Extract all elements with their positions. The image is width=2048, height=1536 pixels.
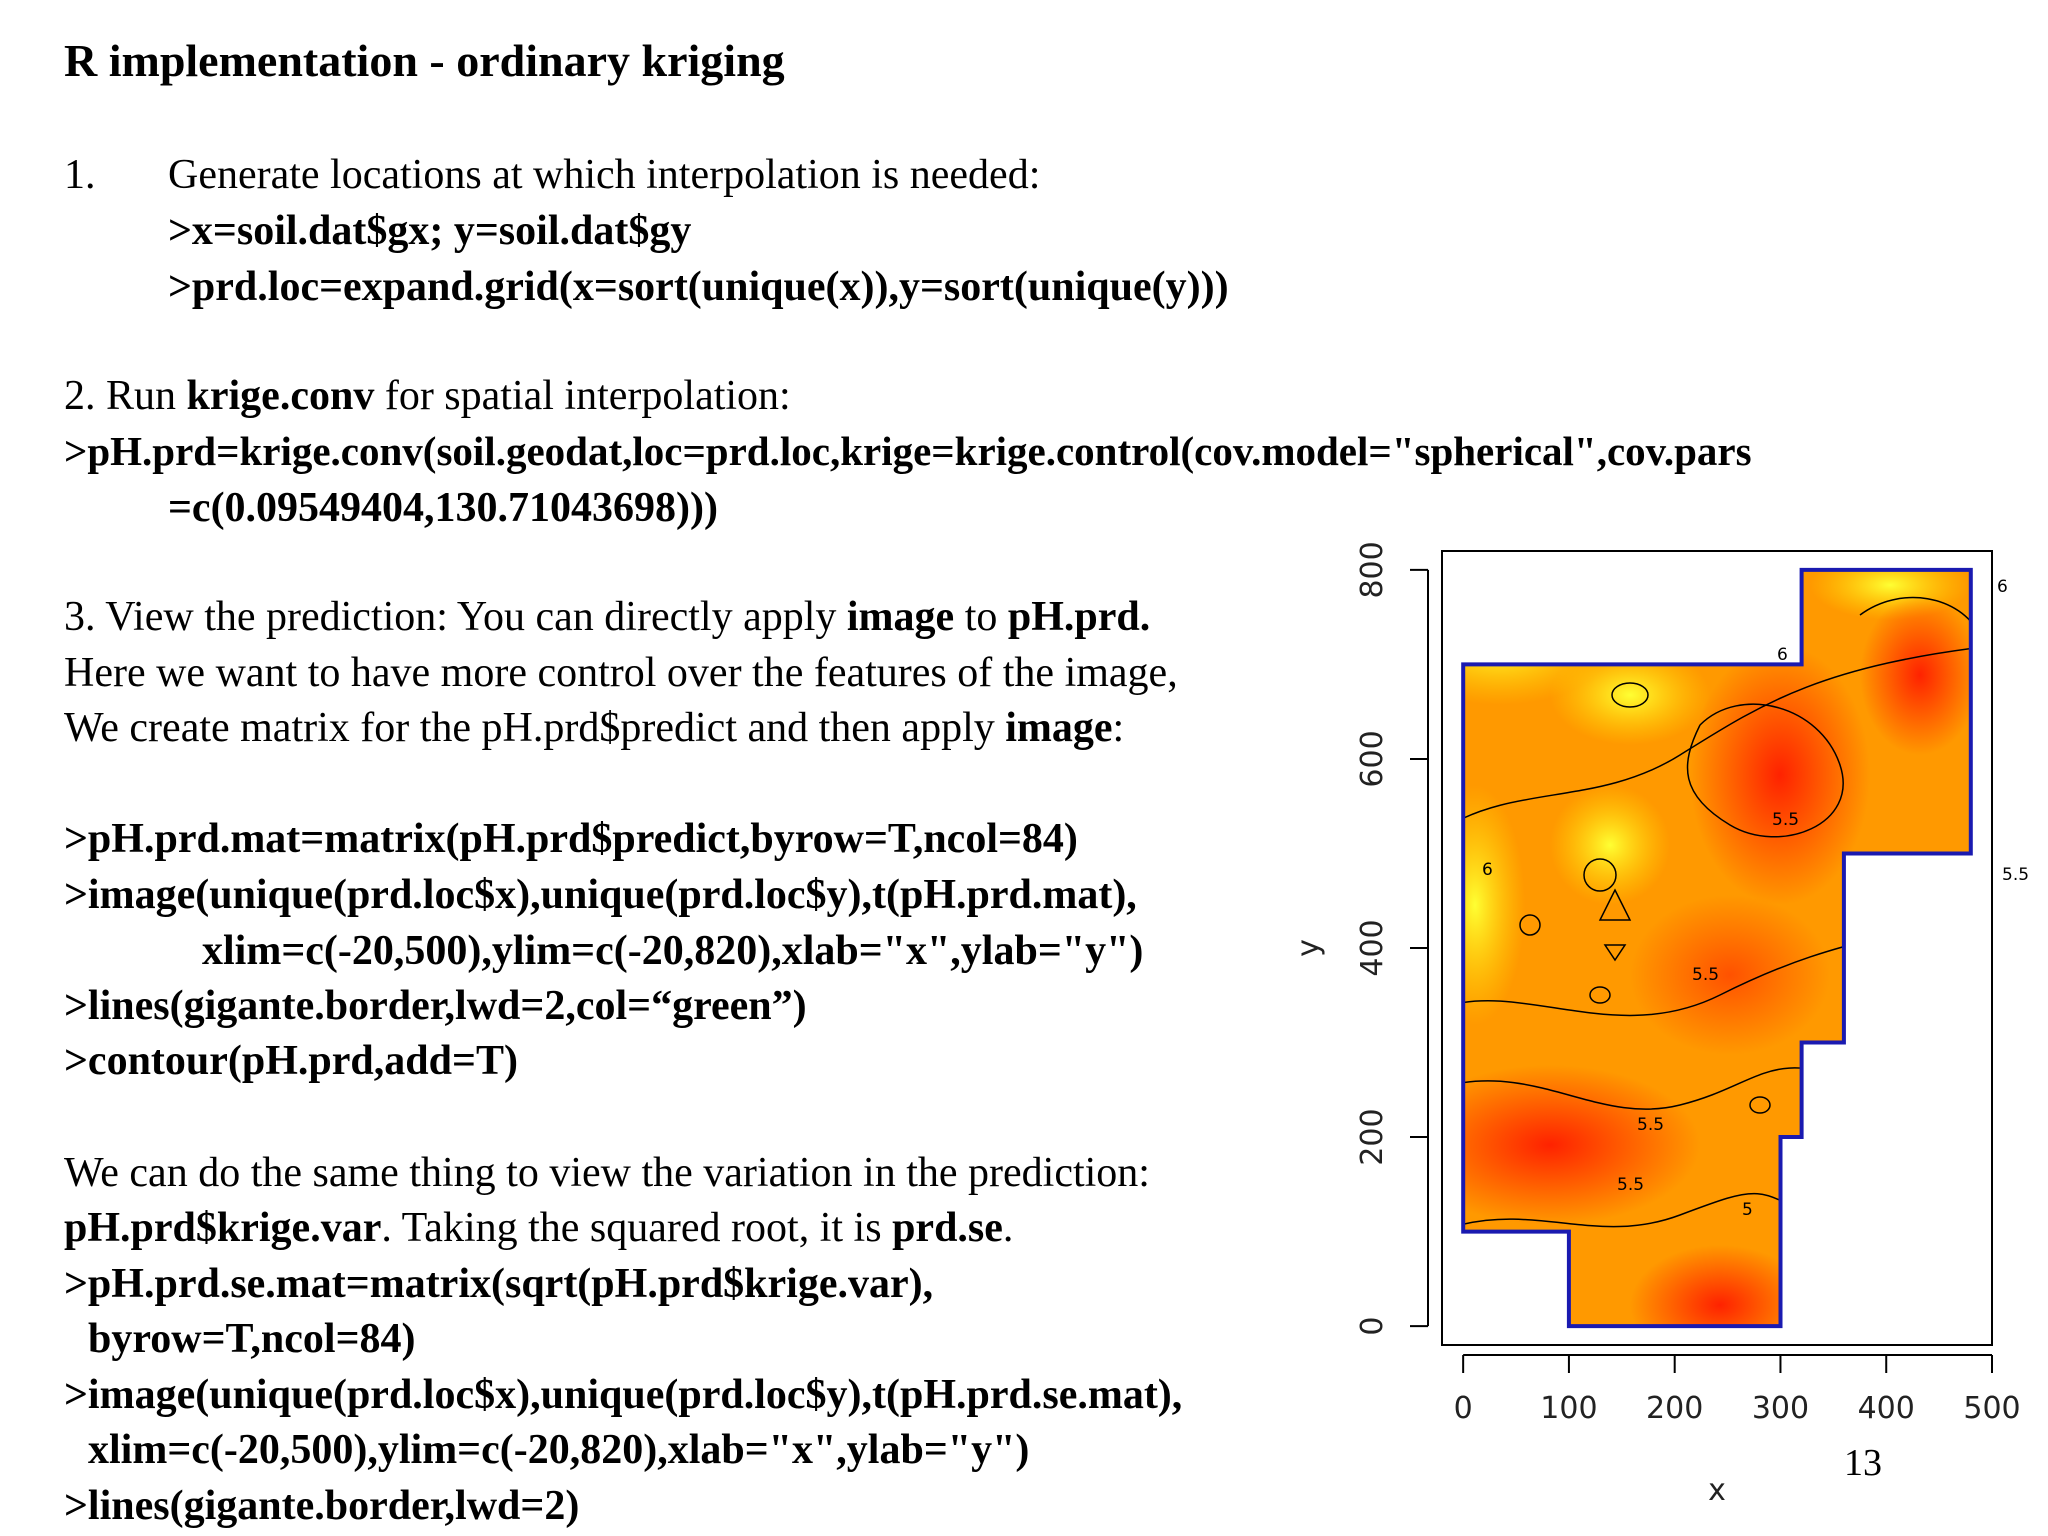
x-tick-label: 100 (1540, 1391, 1598, 1426)
step3-code-5: >contour(pH.prd,add=T) (64, 1038, 518, 1084)
step4-code-3: >image(unique(prd.loc$x),unique(prd.loc$y),t(pH.prd.se.mat), (64, 1372, 1183, 1418)
page-number: 13 (1844, 1442, 1882, 1484)
x-tick-label: 300 (1751, 1391, 1810, 1426)
step2-code-2: =c(0.09549404,130.71043698))) (168, 485, 719, 531)
y-tick-label: 0 (1355, 1316, 1390, 1336)
contour-label: 5.5 (1692, 965, 1720, 985)
step4-text-2: pH.prd$krige.var. Taking the squared root, it is prd.se. (64, 1205, 1014, 1251)
contour-label: 5 (1742, 1200, 1753, 1220)
kriging-prediction-plot (1291, 525, 2030, 1515)
step2-code-1: >pH.prd=krige.conv(soil.geodat,loc=prd.loc,krige=krige.control(cov.model="spherical",cov.pars (64, 428, 1752, 474)
step2-text: 2. Run krige.conv for spatial interpolation: (64, 373, 791, 419)
x-axis-label: x (1708, 1473, 1726, 1508)
step1-number: 1. (64, 152, 96, 198)
heatmap-field (1390, 550, 2000, 1365)
y-axis-label: y (1291, 939, 1326, 957)
step3-text-1: 3. View the prediction: You can directly apply image to pH.prd. (64, 594, 1151, 640)
contour-label: 5.5 (1772, 810, 1800, 830)
step1-code-2: >prd.loc=expand.grid(x=sort(unique(x)),y=sort(unique(y))) (168, 264, 1229, 310)
step3-code-2: >image(unique(prd.loc$x),unique(prd.loc$y),t(pH.prd.mat), (64, 872, 1137, 918)
contour-label: 6 (1777, 645, 1788, 665)
step4-code-4: xlim=c(-20,500),ylim=c(-20,820),xlab="x",ylab="y") (88, 1427, 1030, 1473)
x-tick-label: 0 (1453, 1391, 1473, 1426)
page-title: R implementation - ordinary kriging (64, 35, 785, 86)
contour-label: 5.5 (1637, 1115, 1665, 1135)
contour-label: 6 (1997, 577, 2008, 597)
y-tick-label: 400 (1355, 919, 1390, 977)
x-tick-label: 200 (1646, 1391, 1704, 1426)
step4-code-2: byrow=T,ncol=84) (88, 1316, 416, 1362)
step4-code-1: >pH.prd.se.mat=matrix(sqrt(pH.prd$krige.var), (64, 1261, 934, 1307)
step4-text-1: We can do the same thing to view the variation in the prediction: (64, 1150, 1150, 1196)
step3-text-2: Here we want to have more control over the features of the image, (64, 650, 1178, 696)
step3-code-1: >pH.prd.mat=matrix(pH.prd$predict,byrow=T,ncol=84) (64, 816, 1078, 862)
contour-label: 6 (1482, 860, 1493, 880)
x-tick-label: 400 (1857, 1391, 1915, 1426)
step3-code-3: xlim=c(-20,500),ylim=c(-20,820),xlab="x",ylab="y") (202, 928, 1144, 974)
y-tick-label: 200 (1355, 1108, 1390, 1166)
step1-text: Generate locations at which interpolation is needed: (168, 152, 1041, 198)
contour-label: 5.5 (2002, 865, 2030, 885)
step3-text-3: We create matrix for the pH.prd$predict and then apply image: (64, 705, 1125, 751)
y-tick-label: 800 (1355, 541, 1390, 599)
x-tick-label: 500 (1963, 1391, 2021, 1426)
y-tick-label: 600 (1355, 730, 1390, 788)
step4-code-5: >lines(gigante.border,lwd=2) (64, 1483, 580, 1529)
step3-code-4: >lines(gigante.border,lwd=2,col=“green”) (64, 983, 807, 1029)
contour-label: 5.5 (1617, 1175, 1645, 1195)
step1-code-1: >x=soil.dat$gx; y=soil.dat$gy (168, 208, 692, 254)
